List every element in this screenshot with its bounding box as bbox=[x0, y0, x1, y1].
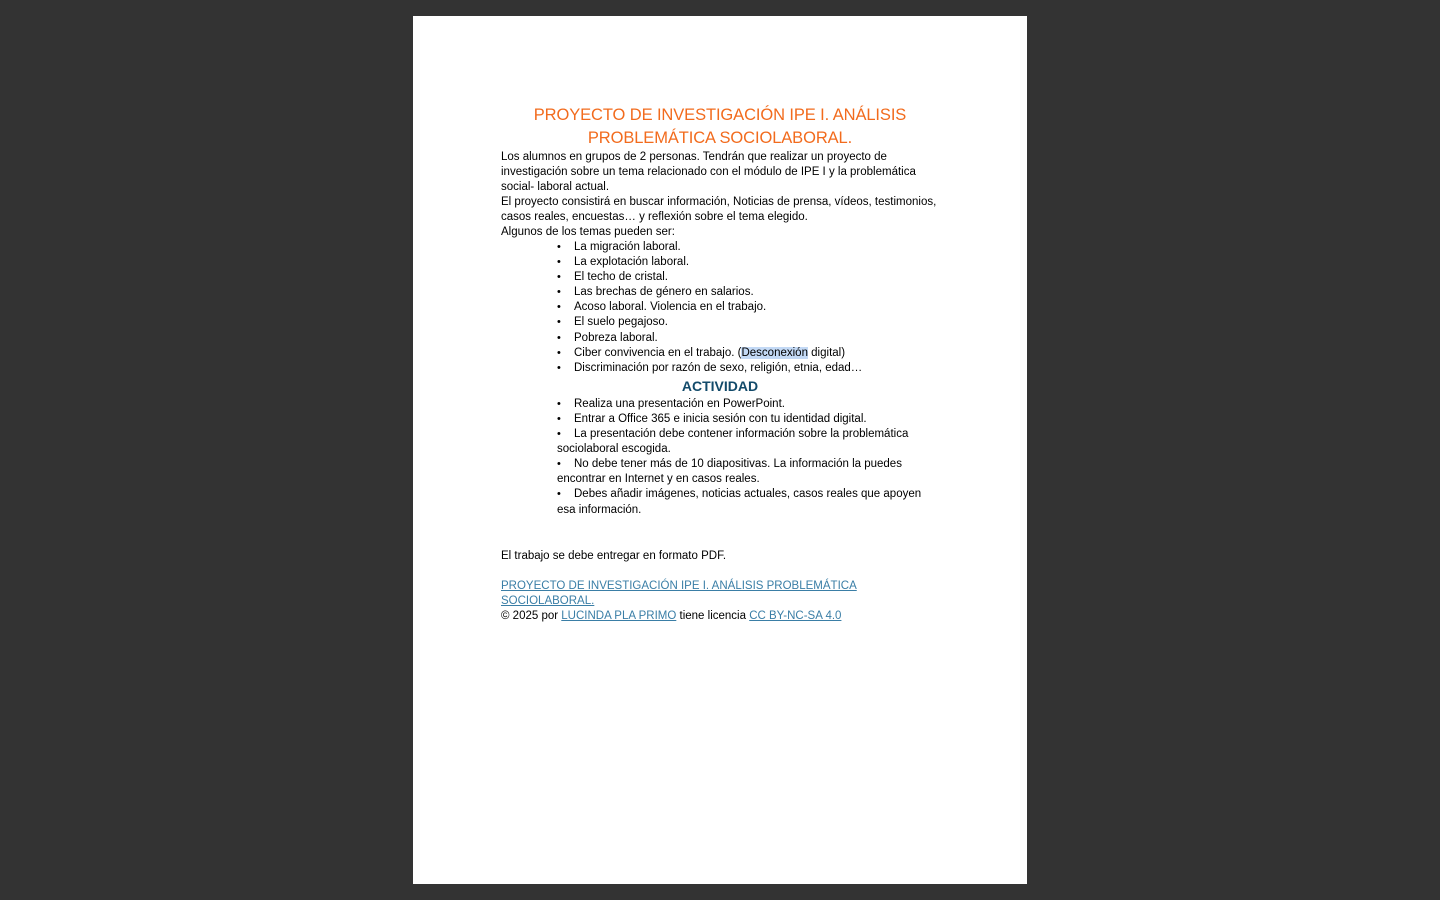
list-item: • Pobreza laboral. bbox=[557, 331, 939, 346]
spacer bbox=[501, 564, 939, 579]
license-title-paragraph bbox=[501, 579, 939, 609]
document-page[interactable] bbox=[413, 16, 1027, 884]
license-title-link[interactable]: PROYECTO DE INVESTIGACIÓN IPE I. ANÁLISIS PROBLEMÁTICA SOCIOLABORAL. bbox=[501, 579, 857, 607]
cc-license-link[interactable]: CC BY-NC-SA 4.0 bbox=[749, 609, 842, 622]
delivery-paragraph: El trabajo se debe entregar en formato PDF. bbox=[501, 549, 727, 562]
bullet-icon: • bbox=[557, 361, 561, 374]
activities-list bbox=[501, 397, 939, 518]
license-paragraph: © 2025 por LUCINDA PLA PRIMO tiene licencia CC BY-NC-SA 4.0 bbox=[501, 609, 842, 622]
bullet-icon: • bbox=[557, 488, 561, 501]
bullet-icon: • bbox=[557, 271, 561, 284]
bullet-icon: • bbox=[557, 316, 561, 329]
bullet-icon: • bbox=[557, 331, 561, 344]
list-item: • Discriminación por razón de sexo, religión, etnia, edad… bbox=[557, 361, 939, 376]
intro-paragraph-1: Los alumnos en grupos de 2 personas. Tendrán que realizar un proyecto de investigación sobre un tema relacionado con el módulo de IPE I y la problemática social- laboral actual. bbox=[501, 151, 916, 193]
list-item: • El techo de cristal. bbox=[557, 270, 939, 285]
bullet-icon: • bbox=[557, 286, 561, 299]
title-line-1: PROYECTO DE INVESTIGACIÓN IPE I. ANÁLISIS bbox=[533, 106, 907, 124]
spacer bbox=[501, 518, 939, 549]
author-link[interactable]: LUCINDA PLA PRIMO bbox=[561, 609, 677, 622]
document-title bbox=[501, 104, 939, 150]
topics-list bbox=[501, 240, 939, 376]
list-item: • La explotación laboral. bbox=[557, 255, 939, 270]
list-item: • La migración laboral. bbox=[557, 240, 939, 255]
bullet-icon: • bbox=[557, 301, 561, 314]
bullet-icon: • bbox=[557, 428, 561, 441]
list-item: • Las brechas de género en salarios. bbox=[557, 285, 939, 300]
bullet-icon: • bbox=[557, 346, 561, 359]
list-item: • Realiza una presentación en PowerPoint. bbox=[557, 397, 939, 412]
intro-paragraph-2: El proyecto consistirá en buscar información, Noticias de prensa, vídeos, testimonios, casos reales, encuestas… y reflexión sobre el tema elegido. bbox=[501, 196, 937, 223]
list-item: • Acoso laboral. Violencia en el trabajo. bbox=[557, 300, 939, 315]
list-item: • La presentación debe contener información sobre la problemática sociolaboral escogida. bbox=[557, 428, 909, 456]
selected-text[interactable]: Desconexión bbox=[741, 346, 808, 359]
list-item: • El suelo pegajoso. bbox=[557, 315, 939, 330]
intro-paragraph-3: Algunos de los temas pueden ser: bbox=[501, 226, 675, 238]
bullet-icon: • bbox=[557, 458, 561, 471]
title-line-2: PROBLEMÁTICA SOCIOLABORAL. bbox=[587, 129, 853, 147]
list-item-ciber: • Ciber convivencia en el trabajo. (Desconexión digital) bbox=[557, 346, 939, 361]
list-item: • Debes añadir imágenes, noticias actuales, casos reales que apoyen esa información. bbox=[557, 488, 922, 516]
bullet-icon: • bbox=[557, 256, 561, 269]
list-item: • Entrar a Office 365 e inicia sesión con tu identidad digital. bbox=[557, 412, 939, 427]
list-item: • No debe tener más de 10 diapositivas. La información la puedes encontrar en Internet y en casos reales. bbox=[557, 458, 902, 486]
bullet-icon: • bbox=[557, 241, 561, 253]
bullet-icon: • bbox=[557, 412, 561, 425]
activity-heading: ACTIVIDAD bbox=[681, 377, 759, 394]
bullet-icon: • bbox=[557, 397, 561, 410]
